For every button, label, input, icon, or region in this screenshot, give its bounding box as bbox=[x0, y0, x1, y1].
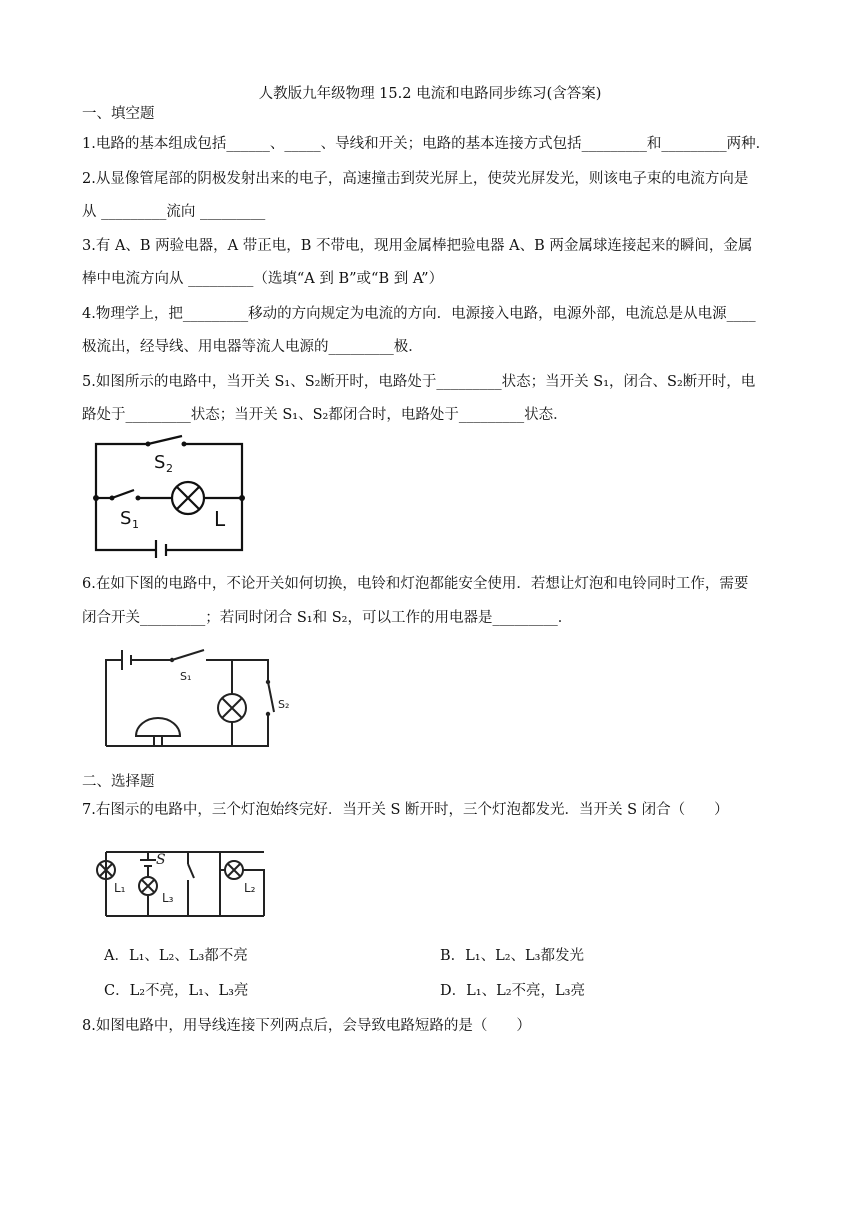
question-3-line-1: 3.有 A、B 两验电器，A 带正电，B 不带电，现用金属棒把验电器 A、B 两金属球连接起来的瞬间，金属 bbox=[82, 238, 753, 254]
document-title: 人教版九年级物理 15.2 电流和电路同步练习(含答案) bbox=[258, 86, 602, 102]
circuit-diagram-q6 bbox=[98, 642, 302, 754]
lamp-label: L bbox=[214, 507, 226, 531]
question-6-line-1: 6.在如下图的电路中，不论开关如何切换，电铃和灯泡都能安全使用．若想让灯泡和电铃同时工作，需要 bbox=[82, 576, 749, 592]
option-c[interactable]: C．L₂不亮，L₁、L₃亮 bbox=[104, 983, 249, 999]
switch-s2-label: S bbox=[154, 452, 166, 473]
section-heading-multiple-choice: 二、选择题 bbox=[82, 774, 155, 790]
lamp-l2-label: L₂ bbox=[244, 881, 256, 895]
switch-s1-subscript: 1 bbox=[132, 518, 139, 531]
option-a[interactable]: A．L₁、L₂、L₃都不亮 bbox=[104, 948, 248, 964]
question-2-line-1: 2.从显像管尾部的阴极发射出来的电子，高速撞击到荧光屏上，使荧光屏发光，则该电子束的电流方向是 bbox=[82, 171, 749, 187]
question-6-line-2: 闭合开关_________；若同时闭合 S₁和 S₂，可以工作的用电器是_________． bbox=[82, 610, 573, 626]
option-d[interactable]: D．L₁、L₂不亮，L₃亮 bbox=[440, 983, 585, 999]
question-3-line-2: 棒中电流方向从 _________（选填“A 到 B”或“B 到 A”） bbox=[82, 271, 444, 287]
lamp-l3-label: L₃ bbox=[162, 891, 174, 905]
switch-s-label: S bbox=[156, 852, 166, 868]
question-4-line-2: 极流出，经导线、用电器等流人电源的_________极． bbox=[82, 339, 423, 355]
question-8: 8.如图电路中，用导线连接下列两点后，会导致电路短路的是（ ） bbox=[82, 1018, 531, 1034]
question-2-line-2: 从 _________流向 _________ bbox=[82, 204, 266, 220]
switch-s1-label: S bbox=[120, 508, 132, 529]
question-7: 7.右图示的电路中，三个灯泡始终完好．当开关 S 断开时，三个灯泡都发光．当开关 S 闭合（ ） bbox=[82, 802, 729, 818]
switch-s1-label: S₁ bbox=[180, 670, 192, 683]
question-4-line-1: 4.物理学上，把_________移动的方向规定为电流的方向．电源接入电路，电源外部，电流总是从电源____ bbox=[82, 306, 756, 322]
question-5-line-1: 5.如图所示的电路中，当开关 S₁、S₂断开时，电路处于_________状态；当开关 S₁，闭合、S₂断开时，电 bbox=[82, 374, 756, 390]
section-heading-fill-in: 一、填空题 bbox=[82, 106, 155, 122]
option-b[interactable]: B．L₁、L₂、L₃都发光 bbox=[440, 948, 584, 964]
circuit-diagram-q5 bbox=[86, 432, 256, 558]
circuit-diagram-q7 bbox=[84, 830, 284, 926]
lamp-l1-label: L₁ bbox=[114, 881, 126, 895]
question-5-line-2: 路处于_________状态；当开关 S₁、S₂都闭合时，电路处于_________状态． bbox=[82, 407, 568, 423]
switch-s2-subscript: 2 bbox=[166, 462, 173, 475]
switch-s2-label: S₂ bbox=[278, 698, 290, 711]
question-1: 1.电路的基本组成包括______、_____、导线和开关；电路的基本连接方式包括_________和_________两种． bbox=[82, 136, 771, 152]
